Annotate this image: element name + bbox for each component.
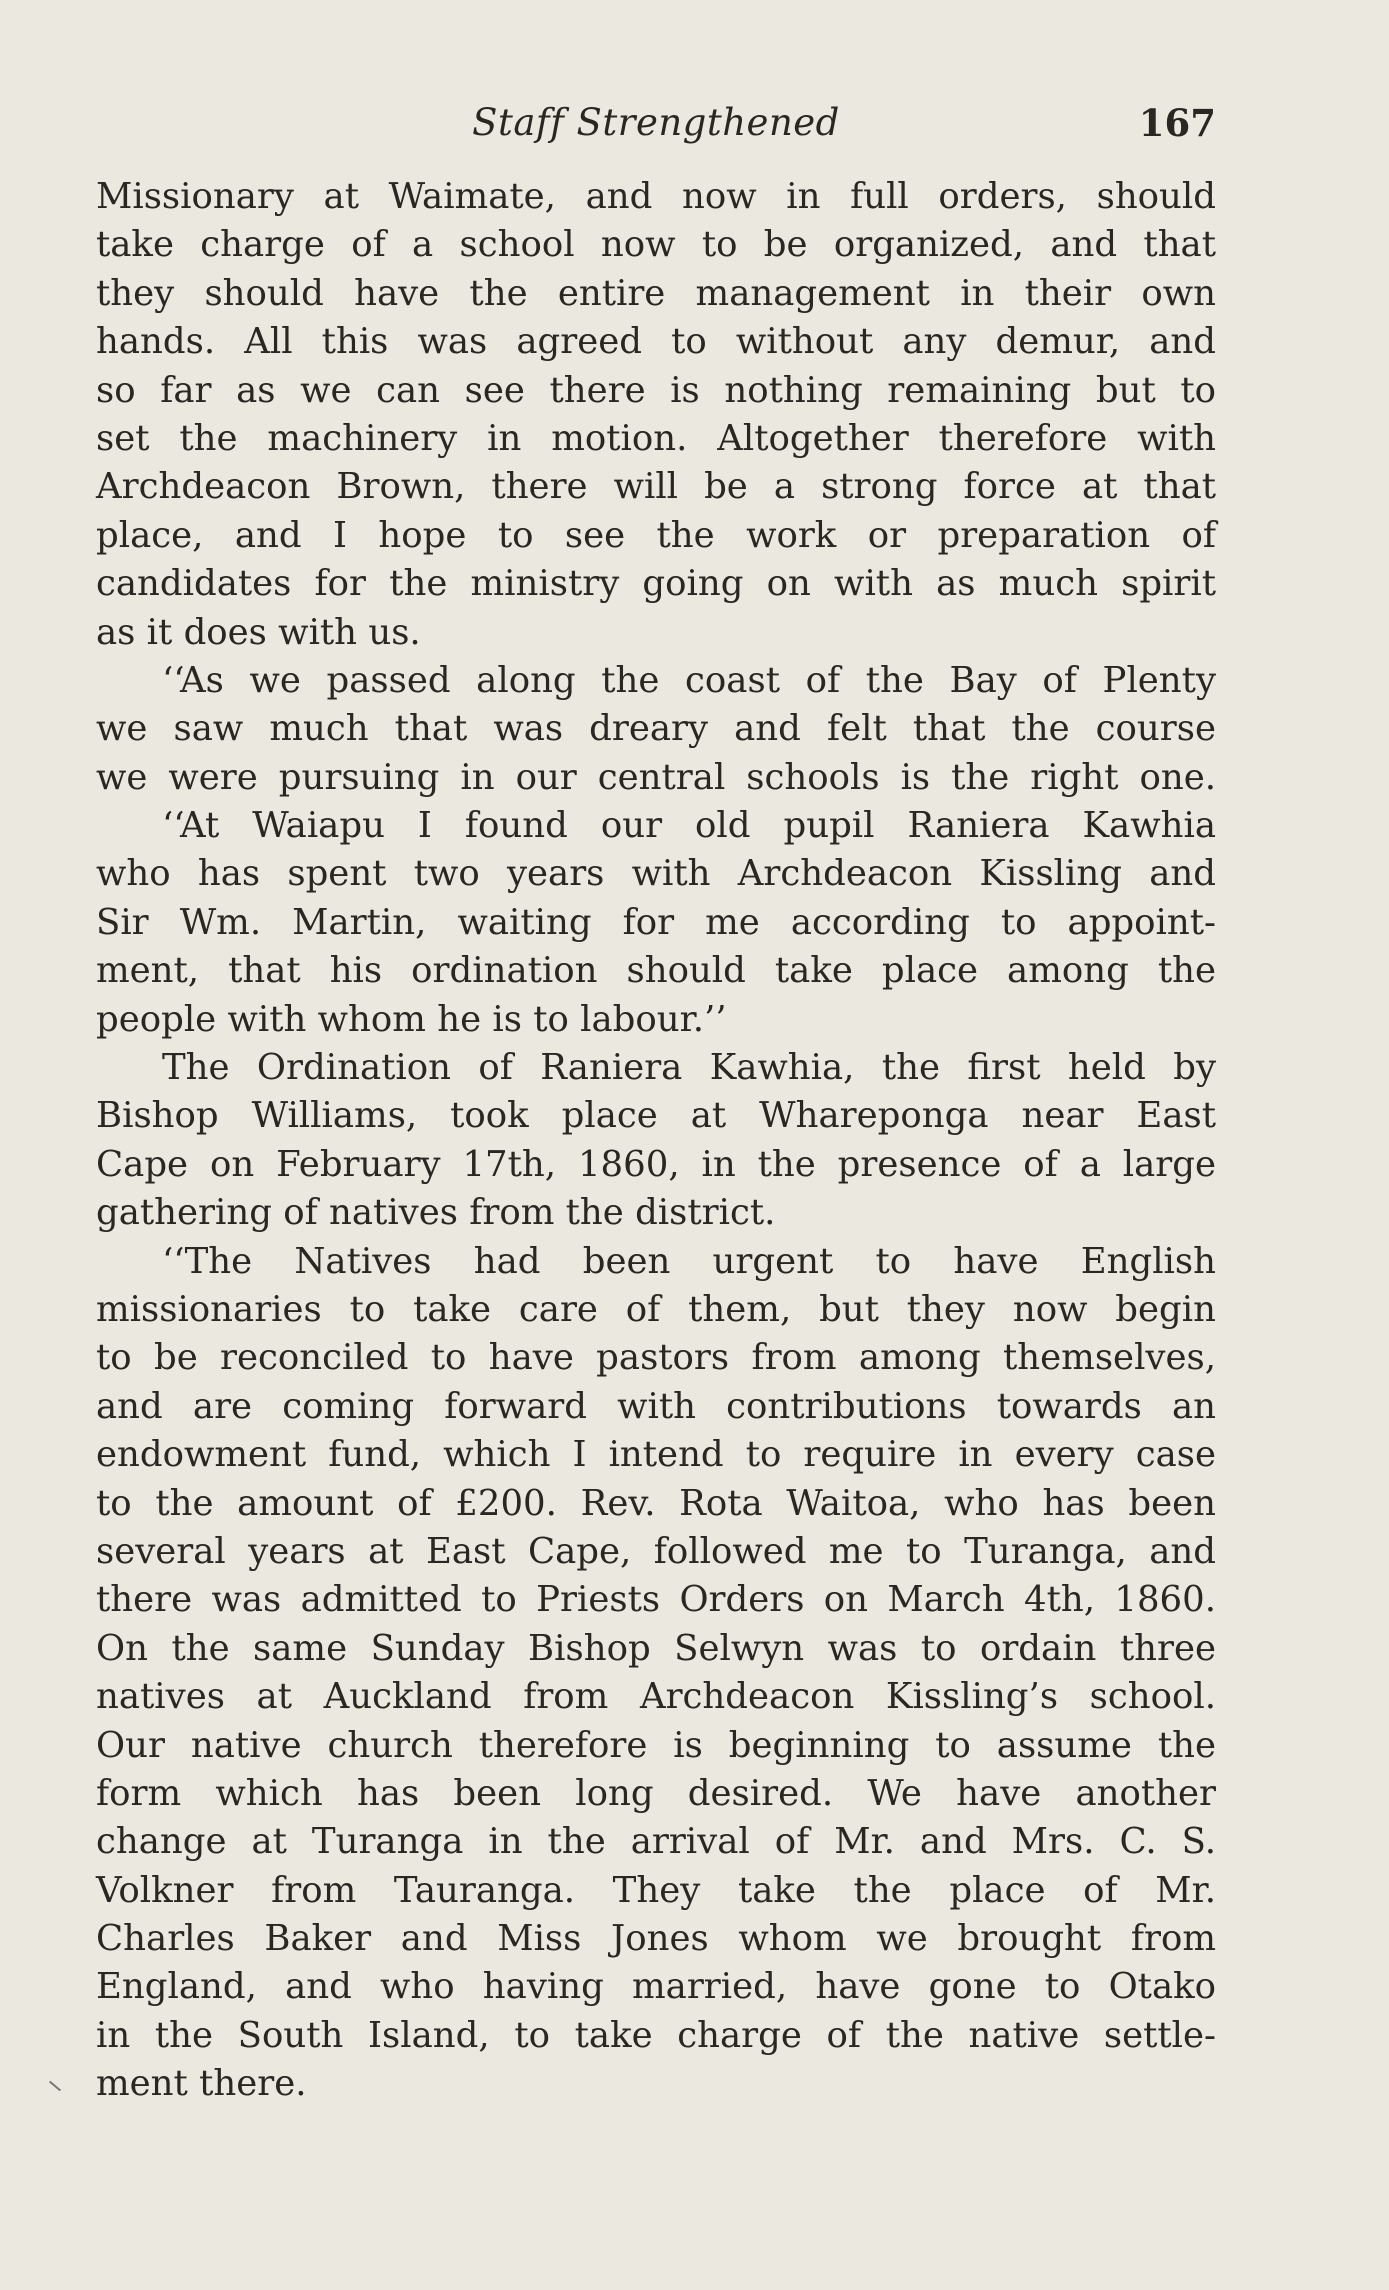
text-line: ‘‘At Waiapu I found our old pupil Raniera Kawhia xyxy=(162,805,1216,847)
page-header xyxy=(96,95,1216,151)
text-line: candidates for the ministry going on with as much spirit xyxy=(96,563,1216,605)
text-line: England, and who having married, have gone to Otako xyxy=(96,1966,1216,2008)
running-title: Staff Strengthened xyxy=(472,101,840,144)
text-line: endowment fund, which I intend to require in every case xyxy=(96,1434,1216,1476)
text-line: and are coming forward with contributions towards an xyxy=(96,1385,1216,1427)
margin-mark xyxy=(49,2081,61,2092)
text-line: Our native church therefore is beginning to assume the xyxy=(96,1724,1216,1766)
text-line: hands. All this was agreed to without any demur, and xyxy=(96,321,1216,363)
text-line: Archdeacon Brown, there will be a strong force at that xyxy=(96,466,1216,508)
text-line: ‘‘The Natives had been urgent to have English xyxy=(162,1240,1216,1282)
text-line: in the South Island, to take charge of the native settle- xyxy=(96,2014,1216,2056)
text-line: On the same Sunday Bishop Selwyn was to ordain three xyxy=(96,1627,1216,1669)
body-text xyxy=(96,173,1216,2109)
text-line: Sir Wm. Martin, waiting for me according to appoint- xyxy=(96,901,1216,943)
text-line: we were pursuing in our central schools is the right one. xyxy=(96,756,1216,798)
text-line: to the amount of £200. Rev. Rota Waitoa, who has been xyxy=(96,1482,1216,1524)
page-number: 167 xyxy=(1138,101,1216,145)
text-line: ment, that his ordination should take place among the xyxy=(96,950,1216,992)
text-line: to be reconciled to have pastors from among themselves, xyxy=(96,1337,1216,1379)
text-line: take charge of a school now to be organized, and that xyxy=(96,224,1216,266)
text-line: they should have the entire management in their own xyxy=(96,272,1216,314)
text-line: gathering of natives from the district. xyxy=(96,1192,776,1234)
text-line: as it does with us. xyxy=(96,611,421,653)
text-line: Cape on February 17th, 1860, in the presence of a large xyxy=(96,1143,1216,1185)
text-line: natives at Auckland from Archdeacon Kissling’s school. xyxy=(96,1676,1216,1718)
text-line: form which has been long desired. We have another xyxy=(96,1772,1216,1814)
text-line: people with whom he is to labour.’’ xyxy=(96,998,727,1040)
text-line: place, and I hope to see the work or preparation of xyxy=(96,514,1216,556)
text-line: Charles Baker and Miss Jones whom we brought from xyxy=(96,1918,1216,1960)
text-line: Bishop Williams, took place at Whareponga near East xyxy=(96,1095,1216,1137)
text-line: there was admitted to Priests Orders on March 4th, 1860. xyxy=(96,1579,1216,1621)
text-line: we saw much that was dreary and felt that the course xyxy=(96,708,1216,750)
text-line: Volkner from Tauranga. They take the place of Mr. xyxy=(96,1869,1216,1911)
text-line: ‘‘As we passed along the coast of the Bay of Plenty xyxy=(162,659,1216,701)
text-line: The Ordination of Raniera Kawhia, the first held by xyxy=(162,1047,1216,1089)
text-line: Missionary at Waimate, and now in full orders, should xyxy=(96,176,1216,217)
text-line: set the machinery in motion. Altogether therefore with xyxy=(96,417,1216,459)
text-line: who has spent two years with Archdeacon Kissling and xyxy=(96,853,1216,895)
text-line: missionaries to take care of them, but they now begin xyxy=(96,1288,1216,1330)
text-line: change at Turanga in the arrival of Mr. and Mrs. C. S. xyxy=(96,1821,1216,1863)
text-line: several years at East Cape, followed me to Turanga, and xyxy=(96,1530,1216,1572)
text-line: ment there. xyxy=(96,2063,307,2105)
text-line: so far as we can see there is nothing remaining but to xyxy=(96,369,1216,411)
